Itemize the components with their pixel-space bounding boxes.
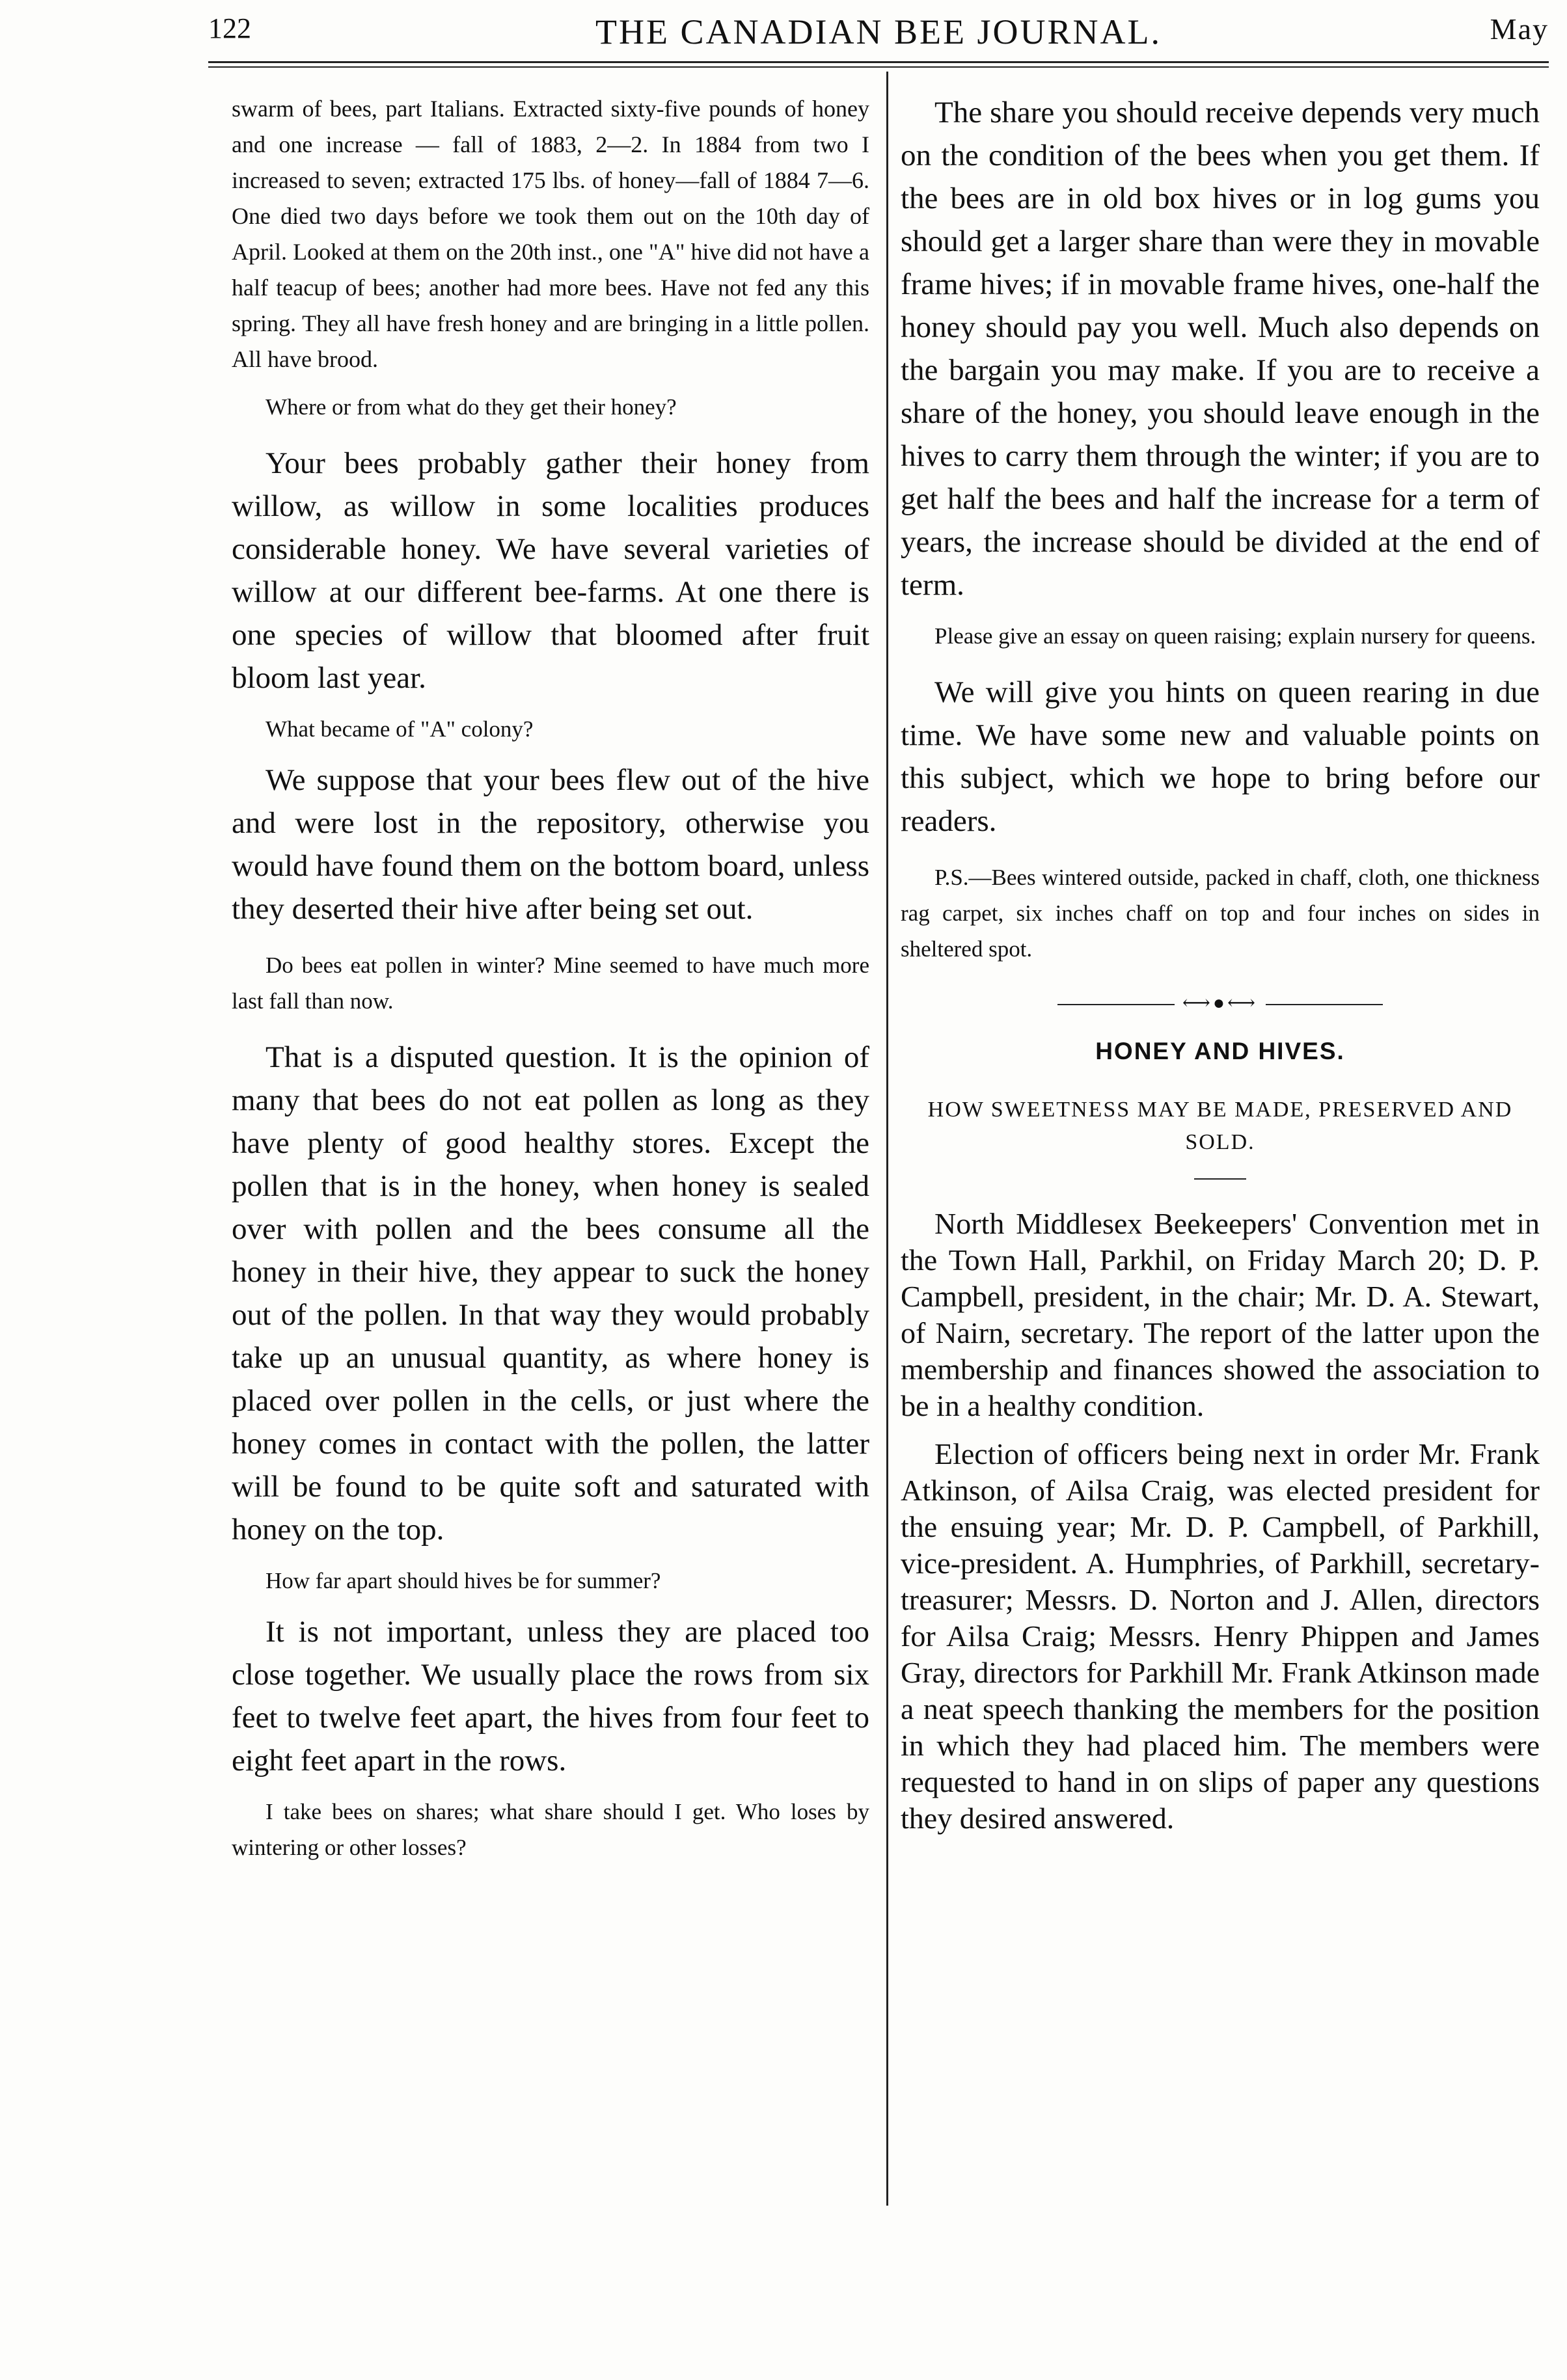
answer: The share you should receive depends very much on the condition of the bees when you get them. If the bees are in old box hives or in log gums you should get a larger share than were they in movable frame hives; if in movable frame hives, one-half the honey should pay you well. Much also depends on the bargain you may make. If you are to receive a share of the honey, you should leave enough in the hives to carry them through the winter; if you are to get half the bees and half the increase for a term of years, the increase should be divided at the end of term. — [901, 96, 1540, 602]
postscript: P.S.—Bees wintered outside, packed in chaff, cloth, one thickness rag carpet, six inches chaff on top and four inches on sides in sheltered spot. — [901, 865, 1540, 962]
letter-continuation: swarm of bees, part Italians. Extracted sixty-five pounds of honey and one increase — fall of 1883, 2—2. In 1884 from two I increased to seven; extracted 175 lbs. of honey—fall of 1884 7—6. One died two days before we took them out on the 10th day of April. Looked at them on the 20th inst., one "A" hive did not have a half teacup of bees; another had more bees. Have not fed any this spring. They all have fresh honey and are bringing in a little pollen. All have brood. — [232, 96, 869, 372]
convention-report — [901, 1206, 1540, 1837]
section-divider: ⟷●⟷ — [901, 992, 1540, 1014]
header-rule-secondary — [208, 66, 1549, 68]
short-rule — [1194, 1178, 1246, 1180]
question: Do bees eat pollen in winter? Mine seemed to have much more last fall than now. — [232, 953, 869, 1014]
question: How far apart should hives be for summer? — [266, 1568, 661, 1593]
answer: We will give you hints on queen rearing in due time. We have some new and valuable points on this subject, which we hope to bring before our readers. — [901, 675, 1540, 838]
report-paragraph: Election of officers being next in order Mr. Frank Atkinson, of Ailsa Craig, was elected president for the ensuing year; Mr. D. P. Campbell, of Parkhill, vice-president. A. Humphries, of Parkhill, secretary-treasurer; Messrs. D. Norton and J. Allen, directors for Ailsa Craig; Messrs. Henry Phippen and James Gray, directors for Parkhill Mr. Frank Atkinson made a neat speech thanking the members for the position in which they had placed him. The members were requested to hand in on slips of paper any questions they desired answered. — [901, 1437, 1540, 1835]
answer: That is a disputed question. It is the opinion of many that bees do not eat pollen as long as they have plenty of good healthy stores. Except the pollen that is in the honey, when honey is sealed over with pollen and the bees consume all the honey in their hive, they appear to suck the honey out of the pollen. In that way they would probably take up an unusual quantity, as where honey is placed over pollen in the cells, or just where the honey comes in contact with the pollen, the latter will be found to be quite soft and saturated with honey on the top. — [232, 1040, 869, 1547]
section-subtitle: HOW SWEETNESS MAY BE MADE, PRESERVED AND SOLD. — [927, 1098, 1513, 1154]
section-title: HONEY AND HIVES. — [1095, 1038, 1345, 1064]
page-number: 122 — [208, 12, 251, 44]
journal-title: THE CANADIAN BEE JOURNAL. — [595, 12, 1162, 51]
answer: It is not important, unless they are placed too close together. We usually place the rows from six feet to twelve feet apart, the hives from four feet to eight feet apart in the rows. — [232, 1615, 869, 1778]
question: I take bees on shares; what share should I get. Who loses by wintering or other losses? — [232, 1799, 869, 1860]
right-column — [901, 91, 1540, 1837]
column-divider — [886, 72, 888, 2206]
page-header — [208, 12, 1549, 57]
issue-month: May — [1490, 12, 1549, 46]
question: Where or from what do they get their honey? — [266, 394, 677, 420]
question: Please give an essay on queen raising; explain nursery for queens. — [934, 623, 1536, 649]
report-paragraph: North Middlesex Beekeepers' Convention met in the Town Hall, Parkhil, on Friday March 20; D. P. Campbell, president, in the chair; Mr. D. A. Stewart, of Nairn, secretary. The report of the latter upon the membership and finances showed the association to be in a healthy condition. — [901, 1207, 1540, 1422]
question: What became of "A" colony? — [266, 716, 534, 742]
left-column — [232, 91, 869, 1865]
answer: We suppose that your bees flew out of the hive and were lost in the repository, otherwise you would have found them on the bottom board, unless they deserted their hive after being set out. — [232, 763, 869, 926]
header-rule — [208, 61, 1549, 63]
answer: Your bees probably gather their honey from willow, as willow in some localities produces considerable honey. We have several varieties of willow at our different bee-farms. At one there is one species of willow that bloomed after fruit bloom last year. — [232, 446, 869, 695]
